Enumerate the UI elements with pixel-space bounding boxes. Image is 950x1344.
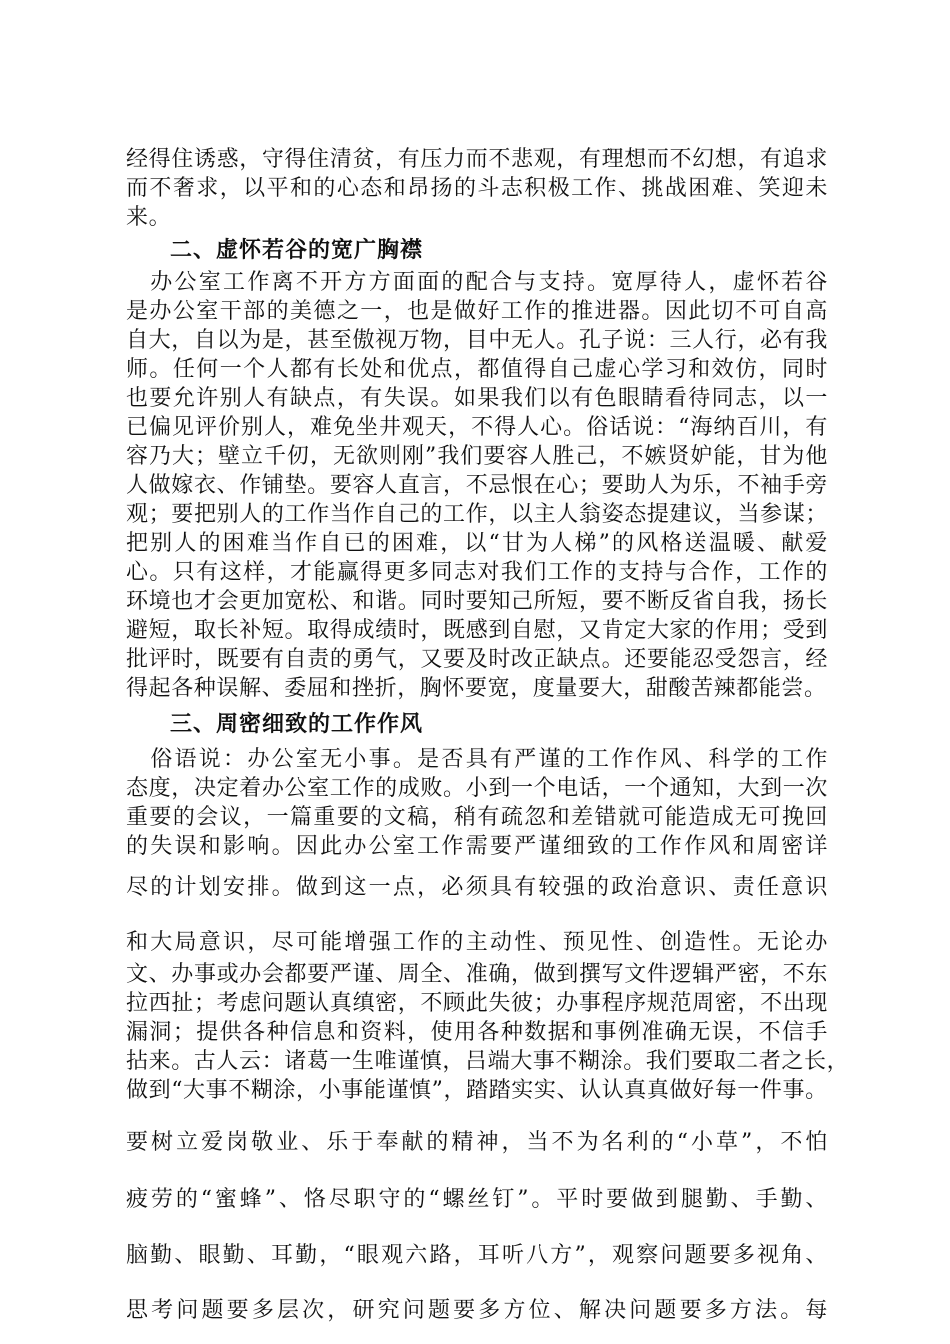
paragraph-line: 办公室工作离不开方方面面的配合与支持。宽厚待人，虚怀若谷	[126, 270, 828, 295]
paragraph-line: 尽的计划安排。做到这一点，必须具有较强的政治意识、责任意识	[126, 875, 828, 900]
paragraph-line: 得起各种误解、委屈和挫折，胸怀要宽，度量要大，甜酸苦辣都能尝。	[126, 676, 827, 701]
paragraph-line: 环境也才会更加宽松、和谐。同时要知己所短，要不断反省自我，扬长	[126, 589, 828, 614]
paragraph-line: 也要允许别人有缺点，有失误。如果我们以有色眼睛看待同志，以一	[126, 386, 828, 411]
paragraph-line: 拈来。古人云：诸葛一生唯谨慎，吕端大事不糊涂。我们要取二者之长，	[126, 1049, 850, 1074]
paragraph-line: 做到“大事不糊涂，小事能谨慎”，踏踏实实、认认真真做好每一件事。	[126, 1078, 828, 1103]
paragraph-line: 人做嫁衣、作铺垫。要容人直言，不忌恨在心；要助人为乐，不袖手旁	[126, 473, 828, 498]
section-heading-3: 三、周密细致的工作作风	[170, 712, 424, 737]
paragraph-line: 是办公室干部的美德之一，也是做好工作的推进器。因此切不可自高	[126, 299, 828, 324]
paragraph-line: 和大局意识，尽可能增强工作的主动性、预见性、创造性。无论办	[126, 930, 828, 955]
paragraph-line: 观；要把别人的工作当作自己的工作，以主人翁姿态提建议，当参谋；	[126, 502, 828, 527]
paragraph-line: 批评时，既要有自责的勇气，又要及时改正缺点。还要能忍受怨言，经	[126, 647, 828, 672]
paragraph-line: 心。只有这样，才能赢得更多同志对我们工作的支持与合作，工作的	[126, 560, 828, 585]
intro-line: 经得住诱惑，守得住清贫，有压力而不悲观，有理想而不幻想，有追求	[126, 147, 828, 172]
paragraph-line: 俗语说：办公室无小事。是否具有严谨的工作作风、科学的工作	[126, 747, 828, 772]
paragraph-line: 疲劳的“蜜蜂”、恪尽职守的“螺丝钉”。平时要做到腿勤、手勤、	[126, 1187, 828, 1212]
paragraph-line: 拉西扯；考虑问题认真缜密，不顾此失彼；办事程序规范周密，不出现	[126, 991, 828, 1016]
paragraph-line: 师。任何一个人都有长处和优点，都值得自己虚心学习和效仿，同时	[126, 357, 828, 382]
paragraph-line: 脑勤、眼勤、耳勤，“眼观六路，耳听八方”，观察问题要多视角、	[126, 1243, 828, 1268]
intro-line: 而不奢求，以平和的心态和昂扬的斗志积极工作、挑战困难、笑迎未	[126, 176, 828, 201]
paragraph-line: 文、办事或办会都要严谨、周全、准确，做到撰写文件逻辑严密，不东	[126, 962, 828, 987]
paragraph-line: 态度，决定着办公室工作的成败。小到一个电话，一个通知，大到一次	[126, 776, 828, 801]
paragraph-line: 要树立爱岗敬业、乐于奉献的精神，当不为名利的“小草”，不怕	[126, 1130, 828, 1155]
paragraph-line: 的失误和影响。因此办公室工作需要严谨细致的工作作风和周密详	[126, 834, 828, 859]
paragraph-line: 漏洞；提供各种信息和资料，使用各种数据和事例准确无误，不信手	[126, 1020, 828, 1045]
paragraph-line: 避短，取长补短。取得成绩时，既感到自慰，又肯定大家的作用；受到	[126, 618, 828, 643]
paragraph-line: 把别人的困难当作自已的困难，以“甘为人梯”的风格送温暖、献爱	[126, 531, 828, 556]
paragraph-line: 已偏见评价别人，难免坐井观天，不得人心。俗话说：“海纳百川，有	[126, 415, 828, 440]
paragraph-line: 容乃大；壁立千仞，无欲则刚”我们要容人胜己，不嫉贤妒能，甘为他	[126, 444, 828, 469]
paragraph-line: 重要的会议，一篇重要的文稿，稍有疏忽和差错就可能造成无可挽回	[126, 805, 828, 830]
intro-line: 来。	[126, 205, 172, 230]
paragraph-line: 自大，自以为是，甚至傲视万物，目中无人。孔子说：三人行，必有我	[126, 328, 828, 353]
paragraph-line: 思考问题要多层次，研究问题要多方位、解决问题要多方法。每	[126, 1298, 828, 1323]
section-heading-2: 二、虚怀若谷的宽广胸襟	[170, 238, 424, 263]
